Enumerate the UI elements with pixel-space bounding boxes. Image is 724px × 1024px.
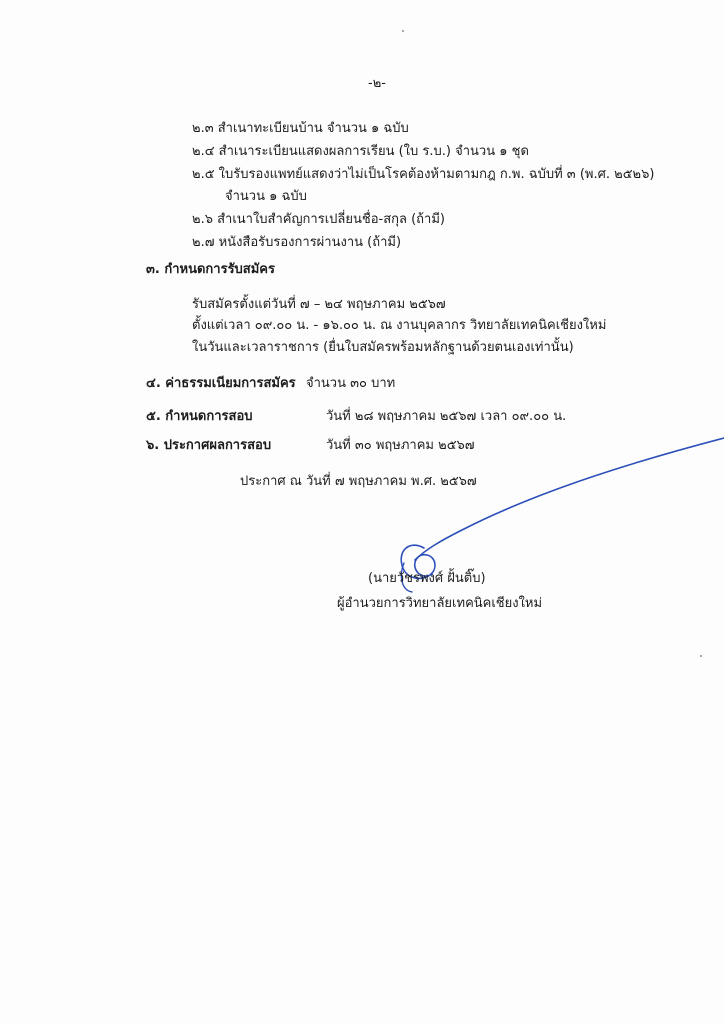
list-item-continuation: จำนวน ๑ ฉบับ — [225, 189, 307, 204]
section-heading: ๓. กำหนดการรับสมัคร — [146, 262, 275, 277]
section-text: ตั้งแต่เวลา ๐๙.๐๐ น. - ๑๖.๐๐ น. ณ งานบุคลากร วิทยาลัยเทคนิคเชียงใหม่ — [192, 318, 607, 333]
scan-speck — [700, 655, 702, 657]
signatory-name: (นายวัชรพงศ์ ฝั้นติ๊บ) — [368, 571, 486, 586]
section-value: วันที่ ๒๘ พฤษภาคม ๒๕๖๗ เวลา ๐๙.๐๐ น. — [326, 409, 567, 424]
scan-speck — [402, 30, 404, 32]
section-value: จำนวน ๓๐ บาท — [306, 376, 396, 391]
section-value: วันที่ ๓๐ พฤษภาคม ๒๕๖๗ — [326, 438, 475, 453]
section-heading: ๕. กำหนดการสอบ — [146, 409, 253, 424]
section-text: รับสมัครตั้งแต่วันที่ ๗ – ๒๔ พฤษภาคม ๒๕๖๗ — [192, 297, 446, 312]
section-heading: ๔. ค่าธรรมเนียมการสมัคร — [146, 376, 296, 391]
announcement-date: ประกาศ ณ วันที่ ๗ พฤษภาคม พ.ศ. ๒๕๖๗ — [240, 474, 477, 489]
section-text: ในวันและเวลาราชการ (ยื่นใบสมัครพร้อมหลักฐานด้วยตนเองเท่านั้น) — [192, 340, 574, 355]
page-number: -๒- — [368, 76, 386, 91]
list-item: ๒.๕ ใบรับรองแพทย์แสดงว่าไม่เป็นโรคต้องห้ามตามกฎ ก.พ. ฉบับที่ ๓ (พ.ศ. ๒๕๒๖) — [192, 167, 655, 182]
list-item: ๒.๗ หนังสือรับรองการผ่านงาน (ถ้ามี) — [192, 235, 402, 250]
list-item: ๒.๓ สำเนาทะเบียนบ้าน จำนวน ๑ ฉบับ — [192, 121, 409, 136]
list-item: ๒.๔ สำเนาระเบียนแสดงผลการเรียน (ใบ ร.บ.) จำนวน ๑ ชุด — [192, 144, 529, 159]
signatory-position: ผู้อำนวยการวิทยาลัยเทคนิคเชียงใหม่ — [337, 596, 543, 611]
section-heading: ๖. ประกาศผลการสอบ — [146, 438, 272, 453]
list-item: ๒.๖ สำเนาใบสำคัญการเปลี่ยนชื่อ-สกุล (ถ้ามี) — [192, 212, 445, 227]
